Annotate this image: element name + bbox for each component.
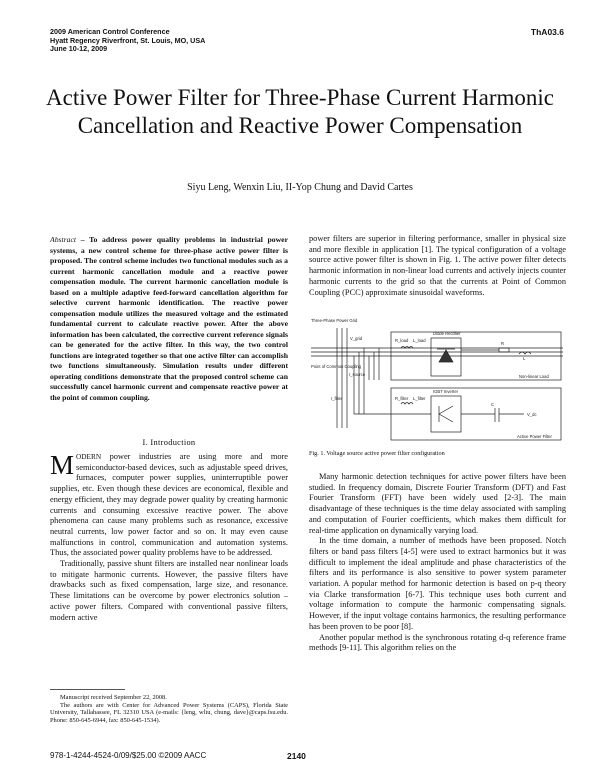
drop-cap: M	[50, 450, 75, 480]
paper-title: Active Power Filter for Three-Phase Current Harmonic Cancellation and Reactive Power Compensation	[46, 85, 554, 138]
abstract-text: – To address power quality problems in industrial power systems, a new control scheme for three-phase active power filter is proposed. The control scheme includes two functional modules such as a current harmonic cancellation module and a reactive power compensation module. The current harmonic cancellation module is based on a multiple adaptive feed-forward cancellation algorithm for selective current harmonic identification. The reactive power compensation module utilizes the measured voltage and the estimated fundamental current to calculate reactive power. After the above information has been calculated, the corrective current reference signals can be generated for the active filter. In this way, the two control functions are integrated together so that one active filter can accomplish two functions simultaneously. Simulation results under different operating conditions demonstrate that the proposed control scheme can successfully cancel harmonic current and compensate reactive power at the point of common coupling.	[50, 235, 288, 402]
label-diode: Diode Rectifier	[433, 331, 461, 336]
right-intro-text: power filters are superior in filtering performance, smaller in physical size and more flexible in application [1]. The typical configuration of a voltage source active power filter is shown in Fig. 1. The active power filter detects harmonic information in non-linear load currents and actively injects counter harmonic currents to the grid so that the currents at Point of Common Coupling (PCC) approximate sinusoidal waveforms.	[309, 234, 566, 297]
page-number: 2140	[287, 751, 306, 761]
right-paragraph-3: In the time domain, a number of methods have been proposed. Notch filters or band pass filters [4-5] were used to extract harmonics but it was difficult to implement the ideal amplitude and phase characteristics of the filters and its performance is also sensitive to power system parameter variation. A popular method for harmonic detection is based on p-q theory via Clarke transformation [6-7]. This technique uses both current and voltage information to compute the harmonic compensating signals. However, if the input voltage contains harmonics, the resulting performance has been proven to be poor [8].	[309, 536, 566, 631]
intro-body	[50, 452, 288, 623]
conference-header	[50, 28, 205, 54]
footnote-received: Manuscript received September 22, 2008.	[60, 694, 167, 701]
paper-id: ThA03.6	[530, 27, 564, 37]
label-apf: Active Power Filter	[517, 434, 552, 439]
conference-venue: Hyatt Regency Riverfront, St. Louis, MO, USA	[50, 35, 206, 45]
conference-name: 2009 American Control Conference	[50, 27, 170, 36]
conference-dates: June 10-12, 2009	[50, 44, 108, 54]
abstract	[50, 235, 288, 403]
label-rfilter: R_filter	[395, 396, 409, 401]
label-grid: Three-Phase Power Grid	[311, 318, 358, 323]
author-list: Siyu Leng, Wenxin Liu, II-Yop Chung and David Cartes	[187, 182, 413, 193]
label-lload: L_load	[413, 338, 426, 343]
figure-1	[309, 318, 566, 443]
label-igbt: IGBT Inverter	[433, 389, 459, 394]
footnote-rule	[50, 689, 125, 690]
section-heading: I. Introduction	[142, 438, 196, 447]
label-lfilter: L_filter	[413, 396, 426, 401]
lead-word: ODERN	[76, 452, 102, 461]
label-nonlinear: Non-linear Load	[519, 374, 549, 379]
intro-paragraph-1: MODERN power industries are using more and more semiconductor-based devices, such as adjustable speed drives, furnaces, computer power supplies, uninterruptible power supplies, etc. Even though these devices are economical, flexible and energy efficient, they may degrade power quality by creating harmonic currents and consuming excessive reactive power. The above phenomena can cause many problems such as resonance, excessive neutral currents, low power factor and so on. It may even cause malfunctions in control, communication and automation systems. Thus, the associated power quality problems have to be addressed.	[50, 450, 288, 558]
label-c: C	[491, 402, 495, 407]
label-vdc: V_dc	[527, 412, 537, 417]
right-paragraph-4: Another popular method is the synchronous rotating d-q reference frame methods [9-11]. This algorithm relies on the	[309, 632, 566, 653]
label-ifilter: I_filter	[331, 396, 343, 401]
circuit-diagram	[309, 318, 566, 443]
figure-caption: Fig. 1. Voltage source active power filter configuration	[309, 450, 445, 457]
footnote-affiliation: The authors are with Center for Advanced Power Systems (CAPS), Florida State University, Tallahassee, FL 32310 USA (e-mails: {leng, wliu, chung, dave}@caps.fsu.edu. Phone: 850-645-6944, fax: 850-645-1534).	[50, 701, 288, 724]
intro-paragraph-2: Traditionally, passive shunt filters are installed near nonlinear loads to mitigate harmonic currents. However, the passive filters have drawbacks such as fixed compensation, large size, and resonance. These limitations can be overcome by power electronics solution – active power filters. Compared with conventional passive filters, modern active	[50, 559, 288, 622]
abstract-label: Abstract	[50, 235, 77, 244]
label-l: L	[523, 356, 526, 361]
label-isource: I_source	[349, 372, 366, 377]
label-vgrid: V_grid	[350, 336, 363, 341]
isbn-footer: 978-1-4244-4524-0/09/$25.00 ©2009 AACC	[50, 751, 207, 760]
label-pcc: Point of Common Coupling	[311, 364, 362, 369]
right-paragraph-2: Many harmonic detection techniques for active power filters have been studied. In frequency domain, Discrete Fourier Transform (DFT) and Fast Fourier Transform (FFT) have been widely used [2-3]. The main disadvantage of these techniques is the time delay associated with sampling and computation of Fourier coefficients, which makes them difficult for real-time application on dynamically varying load.	[309, 472, 566, 535]
label-rload: R_load	[395, 338, 409, 343]
right-body	[309, 472, 566, 654]
label-r: R	[501, 341, 505, 346]
footnotes	[50, 694, 288, 724]
